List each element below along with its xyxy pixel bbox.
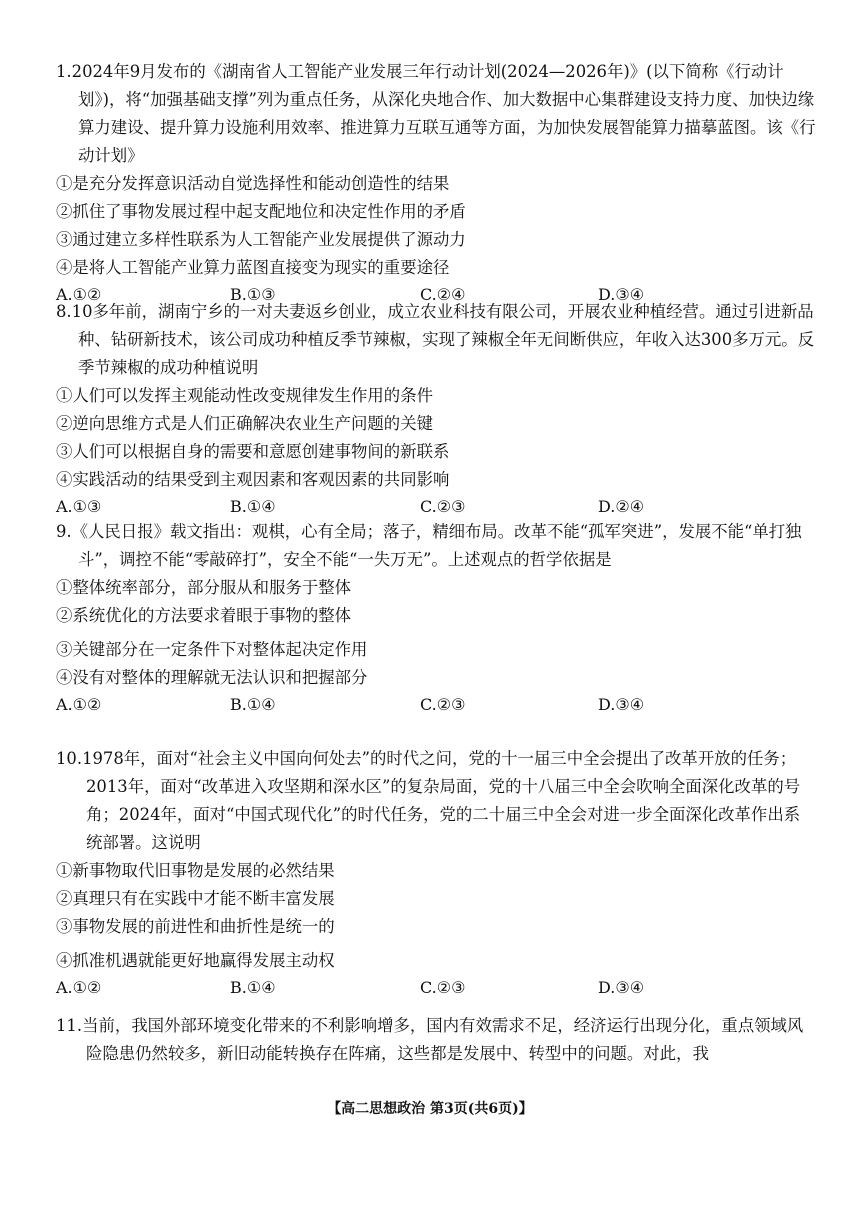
option-2: ②真理只有在实践中才能不断丰富发展 xyxy=(56,889,335,908)
question-11 xyxy=(56,1012,816,1068)
option-3: ③关键部分在一定条件下对整体起决定作用 xyxy=(56,640,368,659)
option-4: ④是将人工智能产业算力蓝图直接变为现实的重要途径 xyxy=(56,258,450,277)
choice-c: C.②③ xyxy=(420,695,466,714)
option-3: ③人们可以根据自身的需要和意愿创建事物间的新联系 xyxy=(56,442,450,461)
option-2: ②逆向思维方式是人们正确解决农业生产问题的关键 xyxy=(56,414,433,433)
option-4: ④没有对整体的理解就无法认识和把握部分 xyxy=(56,668,368,687)
question-stem: 9.《人民日报》载文指出：观棋，心有全局；落子，精细布局。改革不能“孤军突进”，发展不能“单打独斗”，调控不能“零敲碎打”，安全不能“一失万无”。上述观点的哲学依据是 xyxy=(56,522,802,569)
answer-choices xyxy=(56,692,816,718)
option-4: ④抓准机遇就能更好地赢得发展主动权 xyxy=(56,951,335,970)
page-footer: 【高二思想政治 第3页(共6页)】 xyxy=(327,1101,533,1117)
choice-b: B.①④ xyxy=(230,978,276,997)
choice-c: C.②③ xyxy=(420,978,466,997)
choice-d: D.②④ xyxy=(598,497,645,516)
choice-c: C.②④ xyxy=(420,285,466,304)
option-2: ②抓住了事物发展过程中起支配地位和决定性作用的矛盾 xyxy=(56,202,466,221)
choice-c: C.②③ xyxy=(420,497,466,516)
question-stem: 1.2024年9月发布的《湖南省人工智能产业发展三年行动计划(2024—2026年)》(以下简称《行动计划》)，将“加强基础支撑”列为重点任务，从深化央地合作、加大数据中心集群建设支持力度、加快边缘算力建设、提升算力设施利用效率、推进算力互联互通等方面，为加快发展智能算力描摹蓝图。该《行动计划》 xyxy=(56,62,816,165)
choice-b: B.①④ xyxy=(230,695,276,714)
choice-d: D.③④ xyxy=(598,695,645,714)
choice-a: A.①② xyxy=(56,978,102,997)
option-4: ④实践活动的结果受到主观因素和客观因素的共同影响 xyxy=(56,470,450,489)
question-stem: 11.当前，我国外部环境变化带来的不利影响增多，国内有效需求不足，经济运行出现分化，重点领域风险隐患仍然较多，新旧动能转换存在阵痛，这些都是发展中、转型中的问题。对此，我 xyxy=(56,1016,804,1063)
answer-choices xyxy=(56,975,816,1001)
answer-choices xyxy=(56,494,816,520)
option-1: ①整体统率部分，部分服从和服务于整体 xyxy=(56,578,352,597)
option-2: ②系统优化的方法要求着眼于事物的整体 xyxy=(56,606,352,625)
option-1: ①新事物取代旧事物是发展的必然结果 xyxy=(56,861,335,880)
question-8 xyxy=(56,298,816,520)
option-3: ③事物发展的前进性和曲折性是统一的 xyxy=(56,917,335,936)
question-stem: 8.10多年前，湖南宁乡的一对夫妻返乡创业，成立农业科技有限公司，开展农业种植经营。通过引进新品种、钻研新技术，该公司成功种植反季节辣椒，实现了辣椒全年无间断供应，年收入达300多万元。反季节辣椒的成功种植说明 xyxy=(56,302,815,377)
question-9 xyxy=(56,518,816,718)
choice-a: A.①② xyxy=(56,285,102,304)
option-1: ①人们可以发挥主观能动性改变规律发生作用的条件 xyxy=(56,386,433,405)
choice-b: B.①③ xyxy=(230,285,276,304)
question-10 xyxy=(56,745,816,1001)
choice-a: A.①③ xyxy=(56,497,102,516)
choice-d: D.③④ xyxy=(598,978,645,997)
option-1: ①是充分发挥意识活动自觉选择性和能动创造性的结果 xyxy=(56,174,450,193)
question-stem: 10.1978年，面对“社会主义中国向何处去”的时代之问，党的十一届三中全会提出了改革开放的任务；2013年，面对“改革进入攻坚期和深水区”的复杂局面，党的十八届三中全会吹响全面深化改革的号角；2024年，面对“中国式现代化”的时代任务，党的二十届三中全会对进一步全面深化改革作出系统部署。这说明 xyxy=(56,749,801,852)
choice-d: D.③④ xyxy=(598,285,645,304)
choice-b: B.①④ xyxy=(230,497,276,516)
question-1 xyxy=(56,58,816,308)
choice-a: A.①② xyxy=(56,695,102,714)
option-3: ③通过建立多样性联系为人工智能产业发展提供了源动力 xyxy=(56,230,466,249)
